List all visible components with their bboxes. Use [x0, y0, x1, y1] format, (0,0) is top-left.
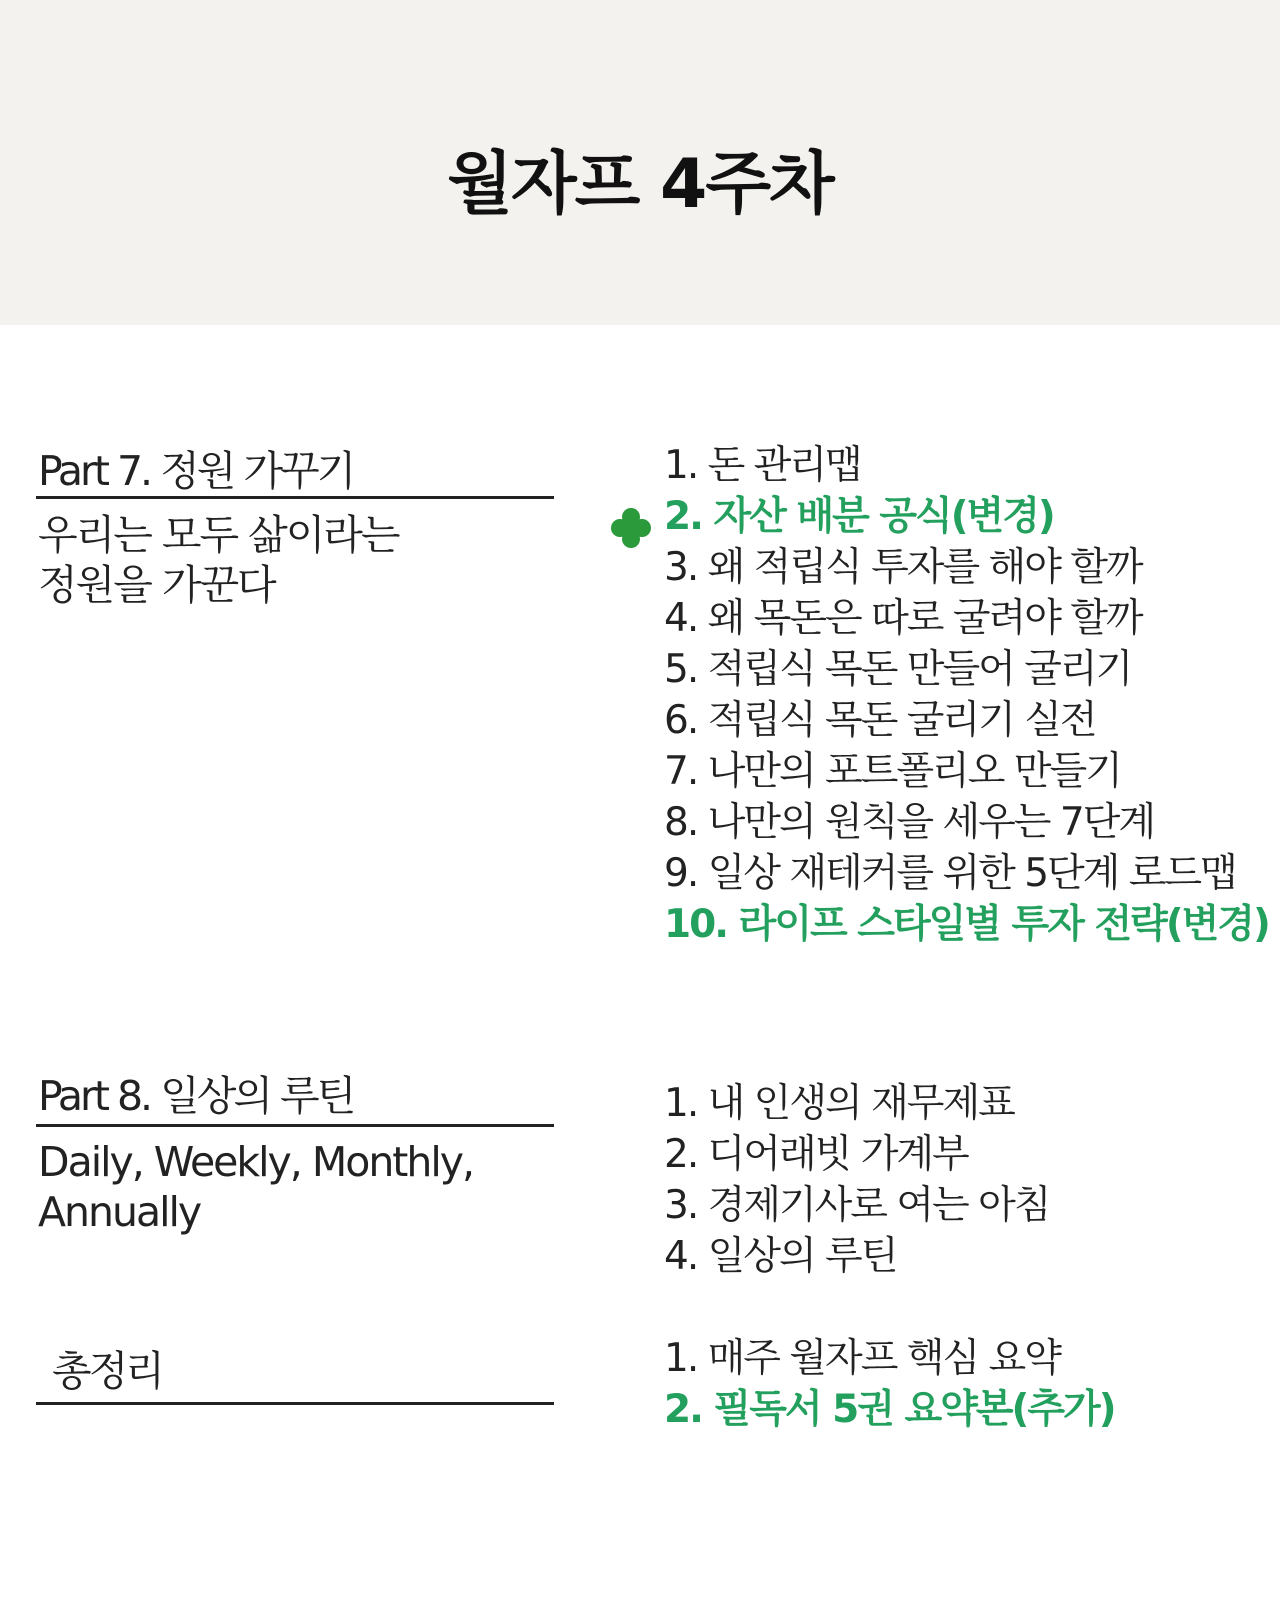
list-item: 1. 내 인생의 재무제표 [664, 1081, 1014, 1126]
part7-title: Part 7. 정원 가꾸기 [38, 447, 354, 495]
summary-list [664, 1333, 1115, 1435]
summary-divider [36, 1402, 554, 1405]
part8-list [664, 1078, 1049, 1282]
page-title: 월자프 4주차 [447, 145, 833, 224]
summary-title: 총정리 [52, 1347, 162, 1395]
list-item: 6. 적립식 목돈 굴리기 실전 [664, 698, 1096, 743]
list-item: 9. 일상 재테커를 위한 5단계 로드맵 [664, 851, 1236, 896]
list-item-highlight: 2. 자산 배분 공식(변경) [664, 494, 1054, 539]
header-banner [0, 0, 1280, 325]
part7-divider [36, 496, 554, 499]
part7-list [664, 440, 1269, 950]
list-item: 4. 일상의 루틴 [664, 1234, 897, 1279]
list-item: 3. 왜 적립식 투자를 해야 할까 [664, 545, 1142, 590]
part7-subtitle-line2: 정원을 가꾼다 [38, 561, 275, 609]
list-item: 1. 매주 월자프 핵심 요약 [664, 1336, 1060, 1381]
part8-subtitle-line1: Daily, Weekly, Monthly, [38, 1138, 474, 1186]
part8-subtitle-line2: Annually [38, 1188, 201, 1236]
list-item: 8. 나만의 원칙을 세우는 7단계 [664, 800, 1155, 845]
list-item: 7. 나만의 포트폴리오 만들기 [664, 749, 1121, 794]
list-item-highlight: 2. 필독서 5권 요약본(추가) [664, 1387, 1115, 1432]
clover-icon [610, 507, 652, 549]
list-item: 3. 경제기사로 여는 아침 [664, 1183, 1050, 1228]
list-item: 2. 디어래빗 가계부 [664, 1132, 968, 1177]
list-item: 1. 돈 관리맵 [664, 443, 861, 488]
part7-subtitle-line1: 우리는 모두 삶이라는 [38, 511, 399, 559]
part8-title: Part 8. 일상의 루틴 [38, 1072, 354, 1120]
list-item: 5. 적립식 목돈 만들어 굴리기 [664, 647, 1132, 692]
list-item-highlight: 10. 라이프 스타일별 투자 전략(변경) [664, 902, 1269, 947]
part8-divider [36, 1124, 554, 1127]
list-item: 4. 왜 목돈은 따로 굴려야 할까 [664, 596, 1142, 641]
